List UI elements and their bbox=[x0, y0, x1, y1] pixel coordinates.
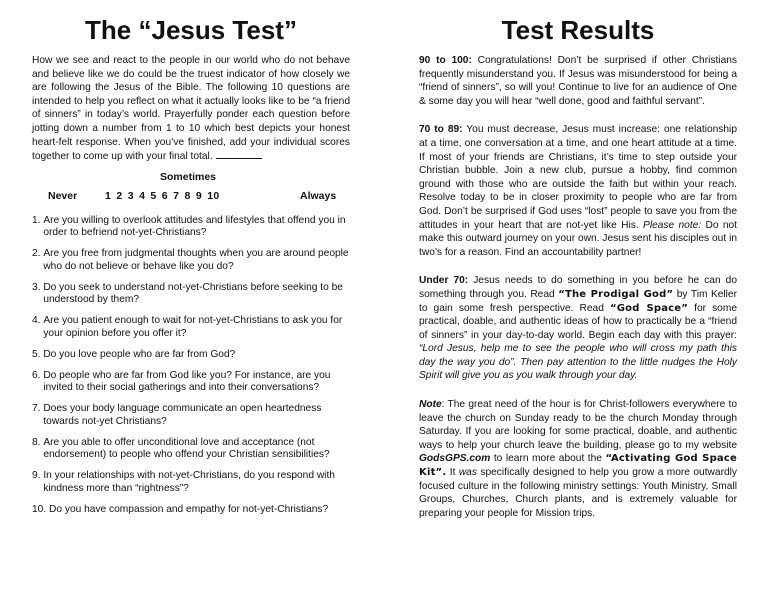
result-range-label: 70 to 89: bbox=[419, 124, 463, 136]
note-text: to learn more about the bbox=[490, 453, 606, 465]
question-number: 4. bbox=[32, 315, 44, 327]
question-item bbox=[32, 315, 350, 340]
note-text: It bbox=[446, 467, 459, 479]
result-text-continued: Do not make this outward journey on your own. Jesus sent his disciples out in two’s for a reason. Find an accountability partner! bbox=[419, 219, 737, 258]
result-range-label: 90 to 100: bbox=[419, 55, 472, 66]
question-number: 7. bbox=[32, 403, 44, 415]
note-label: Note bbox=[419, 399, 442, 411]
question-number: 8. bbox=[32, 436, 44, 448]
question-item bbox=[32, 248, 350, 273]
book-title-god-space: “God Space” bbox=[609, 302, 689, 314]
test-results-column bbox=[419, 0, 737, 520]
test-results-title: Test Results bbox=[501, 15, 655, 45]
question-number: 1. bbox=[32, 214, 44, 226]
result-text: Congratulations! Don’t be surprised if other Christians frequently misunderstand you. If Jesus was misunderstood for being a “friend of sinners”, so will you! Continue to live for an audience of One & some day you will hear “well done, good and faithful servant”. bbox=[419, 55, 737, 107]
intro-paragraph bbox=[32, 54, 350, 164]
question-item bbox=[32, 403, 350, 428]
prayer-text: “Lord Jesus, help me to see the people who will cross my path this day the way you do”. Then pay attention to the little nudges the Holy Spirit will give you as you walk through your day. bbox=[419, 343, 737, 382]
result-under-70 bbox=[419, 274, 737, 383]
jesus-test-column bbox=[32, 0, 350, 524]
question-item bbox=[32, 504, 350, 517]
question-item bbox=[32, 370, 350, 395]
kit-title: “Activating God Space Kit”. bbox=[419, 453, 737, 479]
result-text: for some practical, doable, and authentic ideas of how to practically be a “friend of sinners” in your day-to-day world. Begin each day with this prayer: bbox=[419, 302, 737, 341]
question-item bbox=[32, 282, 350, 307]
question-text: In your relationships with not-yet-Christians, do you respond with kindness more than “rightness”? bbox=[43, 470, 335, 494]
question-item bbox=[32, 437, 350, 462]
note-text: : The great need of the hour is for Christ-followers everywhere to leave the church on Sunday ready to be the church Monday through Saturday. If you are looking for some practical, doable, and authentic ways to help your church leave the building, please go to my website bbox=[419, 399, 737, 451]
result-text: Jesus needs to do something in you before he can do something through you. Read bbox=[419, 275, 737, 300]
scale-always-label: Always bbox=[300, 189, 337, 202]
website-link[interactable]: GodsGPS.com bbox=[419, 453, 491, 465]
question-text: Are you patient enough to wait for not-yet-Christians to ask you for your opinion before you offer it? bbox=[43, 315, 343, 339]
intro-text: How we see and react to the people in our world who do not behave and believe like we do could be the truest indicator of how closely we are following the Jesus of the Bible. The following 10 questions are intended to help you reflect on what it actually looks like to be “a friend of sinners” in today’s world. Prayerfully ponder each question before jotting down a number from 1 to 10 which best depicts your honest heart-felt response. When you’ve finished, add your individual scores together to come up with your final total. bbox=[32, 55, 350, 163]
scale-never-label: Never bbox=[48, 189, 78, 202]
note-paragraph bbox=[419, 398, 737, 520]
question-number: 9. bbox=[32, 470, 44, 482]
question-item bbox=[32, 215, 350, 240]
result-70-to-89 bbox=[419, 123, 737, 259]
question-number: 10. bbox=[32, 503, 49, 515]
question-number: 6. bbox=[32, 369, 44, 381]
scale-numbers: 1 2 3 4 5 6 7 8 9 10 bbox=[105, 189, 220, 202]
question-item bbox=[32, 470, 350, 495]
result-90-to-100 bbox=[419, 54, 737, 108]
question-text: Are you willing to overlook attitudes and lifestyles that offend you in order to befriend not-yet-Christians? bbox=[43, 214, 346, 239]
scale-sometimes-label: Sometimes bbox=[159, 170, 217, 183]
book-title-prodigal-god: “The Prodigal God” bbox=[558, 288, 674, 300]
result-text: You must decrease, Jesus must increase: one relationship at a time, one conversation at a time, and one heart attitude at a time. If most of your friends are Christians, it’s time to step outside your Christian bubble. Join a new club, pursue a hobby, find common ground with those who are outside the faith but within your reach. Resolve today to be in closer proximity to people who are far from God. Don’t be surprised if God uses “lost” people to save you from the attitudes in your heart that are not-yet like His. bbox=[419, 124, 737, 231]
question-text: Do you love people who are far from God? bbox=[43, 348, 236, 360]
rating-scale bbox=[32, 190, 350, 204]
question-number: 5. bbox=[32, 348, 44, 360]
question-number: 3. bbox=[32, 281, 44, 293]
result-text: by Tim Keller to gain some fresh perspective. Read bbox=[419, 288, 737, 314]
question-text: Do people who are far from God like you? For instance, are you invited to their social gatherings and into their conversations? bbox=[43, 369, 331, 394]
please-note-label: Please note: bbox=[643, 219, 702, 231]
question-text: Are you free from judgmental thoughts when you are around people who do not believe or behave like you do? bbox=[43, 248, 349, 272]
jesus-test-title: The “Jesus Test” bbox=[85, 15, 297, 45]
question-text: Do you have compassion and empathy for not-yet-Christians? bbox=[49, 503, 329, 515]
total-score-blank bbox=[216, 149, 262, 159]
question-item bbox=[32, 349, 350, 362]
question-text: Does your body language communicate an open heartedness towards not-yet Christians? bbox=[43, 403, 322, 427]
note-emphasis: was bbox=[458, 467, 477, 479]
question-number: 2. bbox=[32, 248, 44, 260]
question-list bbox=[32, 215, 350, 516]
result-range-label: Under 70: bbox=[419, 275, 469, 287]
note-text: specifically designed to help you grow a more outwardly focused culture in the following ministry settings: Youth Ministry, Small Groups, Churches, Church plants, and is extremely valuable for preparing your people for Mission trips. bbox=[419, 467, 737, 519]
question-text: Do you seek to understand not-yet-Christians before seeking to be understood by them? bbox=[43, 281, 343, 306]
question-text: Are you able to offer unconditional love and acceptance (not endorsement) to people who offend your Christian sensibilities? bbox=[43, 436, 330, 461]
